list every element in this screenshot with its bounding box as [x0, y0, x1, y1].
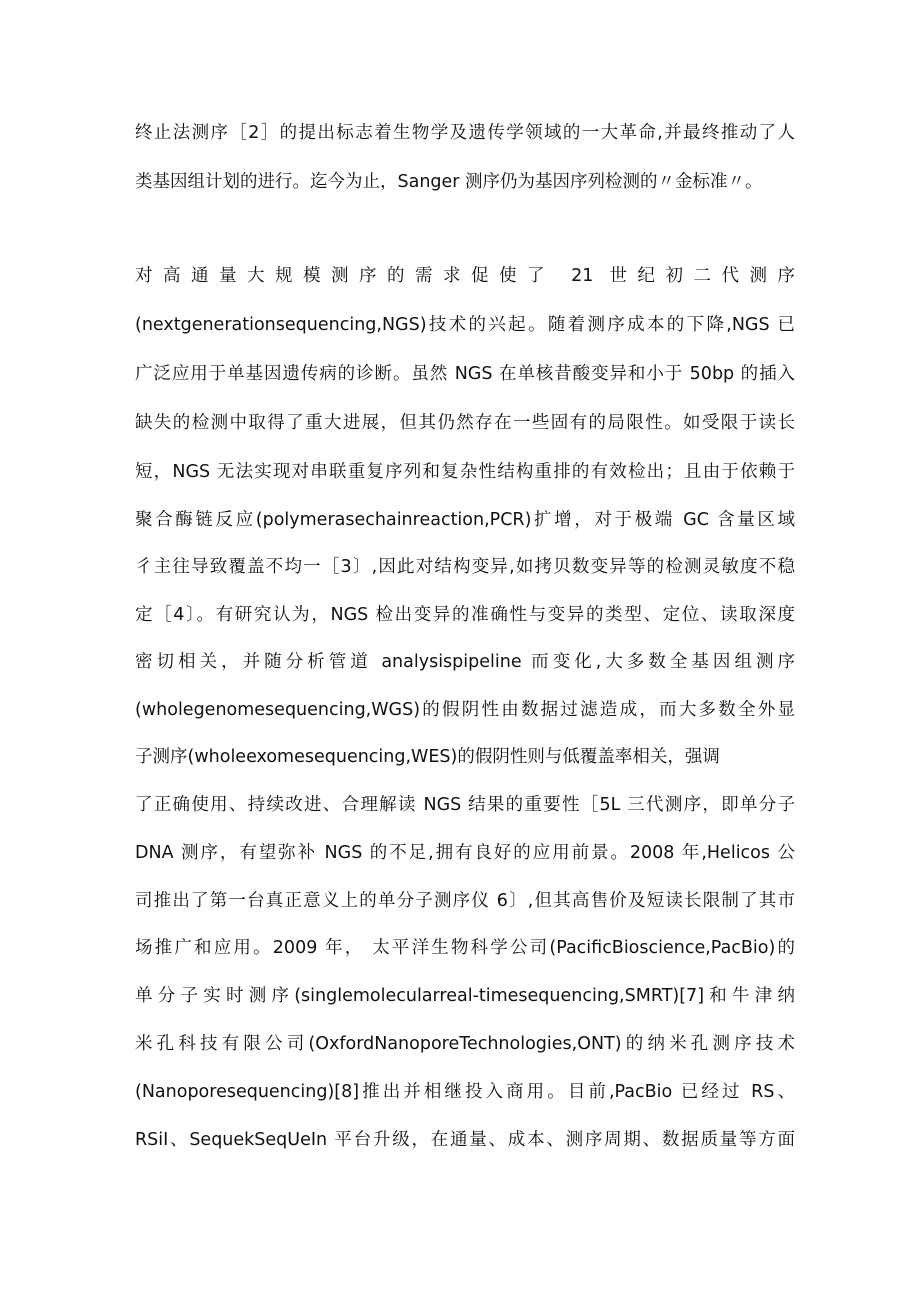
text-line: RSiI、SequekSeqUeIn 平台升级，在通量、成本、测序周期、数据质量等方面: [135, 1130, 795, 1150]
text-line: 司推出了第一台真正意义上的单分子测序仪 6〕,但其高售价及短读长限制了其市: [135, 891, 795, 911]
text-line: 聚合酶链反应(polymerasechainreaction,PCR)扩增，对于极端 GC 含量区域: [135, 510, 795, 530]
text-line: 场推广和应用。2009 年， 太平洋生物科学公司(PacificBioscience,PacBio)的: [135, 938, 795, 958]
text-line: 短，NGS 无法实现对串联重复序列和复杂性结构重排的有效检出；且由于依赖于: [135, 462, 795, 482]
text-line: DNA 测序，有望弥补 NGS 的不足,拥有良好的应用前景。2008 年,Helicos 公: [135, 843, 795, 863]
text-line: (wholegenomesequencing,WGS)的假阴性由数据过滤造成，而大多数全外显: [135, 700, 795, 720]
text-line: 定［4〕。有研究认为，NGS 检出变异的准确性与变异的类型、定位、读取深度: [135, 605, 795, 625]
text-line: 米孔科技有限公司(OxfordNanoporeTechnologies,ONT)的纳米孔测序技术: [135, 1034, 795, 1054]
text-line: 密切相关，并随分析管道 analysispipeline 而变化,大多数全基因组测序: [135, 652, 795, 672]
text-line: (nextgenerationsequencing,NGS)技术的兴起。随着测序成本的下降,NGS 已: [135, 315, 795, 335]
text-line: (Nanoporesequencing)[8]推出并相继投入商用。目前,PacBio 已经过 RS、: [135, 1082, 795, 1102]
text-line: 了正确使用、持续改进、合理解读 NGS 结果的重要性［5L 三代测序，即单分子: [135, 795, 795, 815]
text-line: 缺失的检测中取得了重大进展，但其仍然存在一些固有的局限性。如受限于读长: [135, 413, 795, 433]
text-line: 子测序(wholeexomesequencing,WES)的假阴性则与低覆盖率相关，强调: [135, 747, 720, 767]
text-line: 单分子实时测序(singlemolecularreal-timesequencing,SMRT)[7]和牛津纳: [135, 986, 795, 1006]
text-line: 类基因组计划的进行。迄今为止，Sanger 测序仍为基因序列检测的〃金标准〃。: [135, 172, 763, 192]
text-line: 广泛应用于单基因遗传病的诊断。虽然 NGS 在单核昔酸变异和小于 50bp 的插入: [135, 364, 795, 384]
text-line: 终止法测序［2］的提出标志着生物学及遗传学领域的一大革命,并最终推动了人: [135, 123, 795, 143]
text-line: 对高通量大规模测序的需求促使了 21 世纪初二代测序: [135, 266, 795, 286]
text-line: 彳主往导致覆盖不均一［3〕,因此对结构变异,如拷贝数变异等的检测灵敏度不稳: [135, 557, 795, 577]
